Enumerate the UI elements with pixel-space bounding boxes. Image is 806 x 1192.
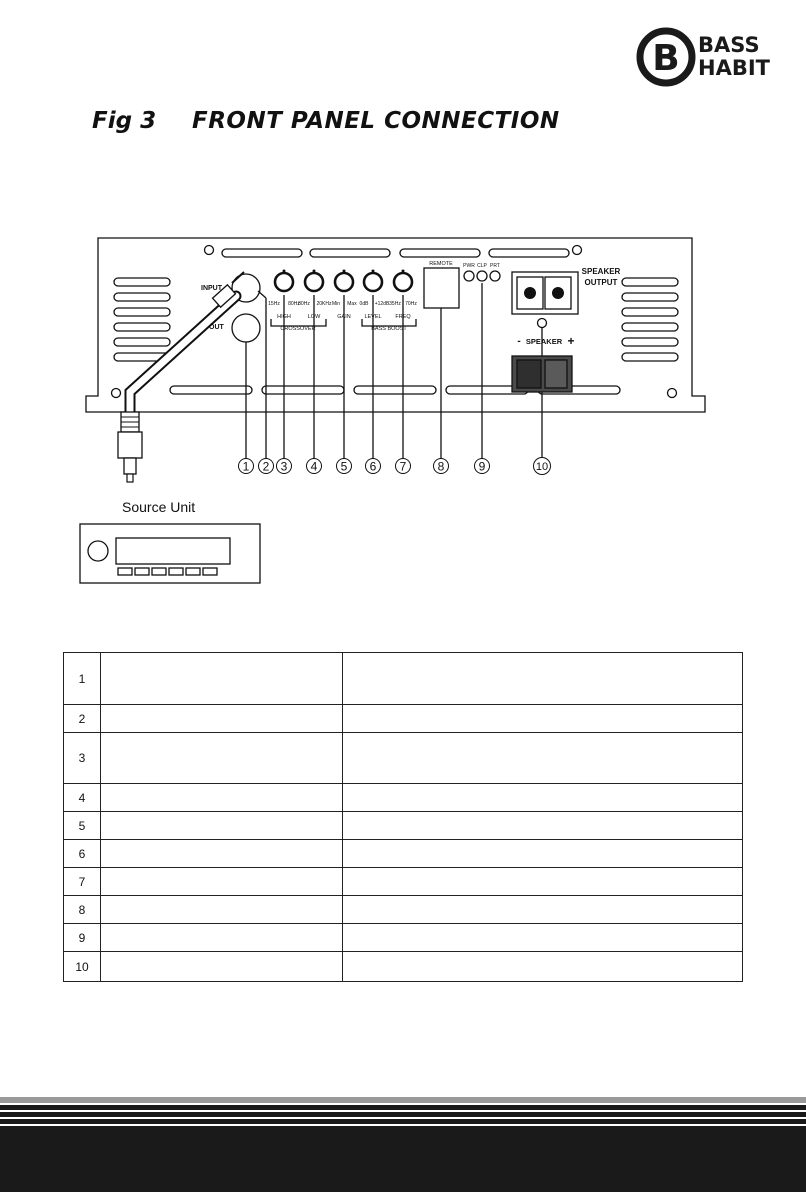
row-name — [101, 896, 343, 924]
row-name — [101, 812, 343, 840]
rca-output-jack[interactable] — [232, 314, 260, 342]
mounting-hole — [112, 389, 121, 398]
row-description — [343, 705, 743, 733]
knob-low[interactable] — [305, 270, 323, 292]
prt-led — [490, 271, 500, 281]
high-label: HIGH — [277, 314, 291, 320]
logo-line-1: BASS — [698, 33, 760, 57]
volume-knob-icon — [88, 541, 108, 561]
bass-boost-label: BASS BOOST — [371, 326, 407, 332]
mounting-hole — [573, 246, 582, 255]
low-label: LOW — [307, 314, 321, 320]
row-number: 2 — [64, 705, 101, 733]
row-number: 7 — [64, 868, 101, 896]
speaker-plus-sign: + — [567, 334, 575, 348]
low-max-label: 20KHz — [316, 301, 332, 307]
callout-6 — [366, 459, 381, 474]
callout-1 — [239, 459, 254, 474]
row-number: 8 — [64, 896, 101, 924]
table-row — [64, 705, 743, 733]
footer-stripe-band — [0, 1097, 806, 1192]
table-row — [64, 653, 743, 705]
row-number: 9 — [64, 924, 101, 952]
source-unit-label: Source Unit — [122, 499, 196, 515]
callout-9 — [475, 459, 490, 474]
vent-slot — [310, 249, 390, 257]
knob-gain[interactable] — [335, 270, 353, 292]
row-name — [101, 952, 343, 982]
table-row — [64, 784, 743, 812]
row-number: 10 — [64, 952, 101, 982]
pwr-led-label: PWR — [463, 263, 475, 269]
svg-text:1: 1 — [242, 459, 250, 474]
callout-2 — [259, 459, 274, 474]
clp-led-label: CLP — [477, 263, 487, 269]
logo-mark-letter: B — [652, 38, 680, 79]
row-description — [343, 952, 743, 982]
row-name — [101, 840, 343, 868]
table-row — [64, 868, 743, 896]
row-description — [343, 868, 743, 896]
row-name — [101, 784, 343, 812]
table-row — [64, 733, 743, 784]
svg-text:4: 4 — [310, 459, 318, 474]
svg-text:8: 8 — [437, 459, 445, 474]
gain-min-label: Min — [331, 301, 341, 307]
freq-label: FREQ — [395, 314, 411, 320]
svg-text:7: 7 — [399, 459, 407, 474]
callout-7 — [396, 459, 411, 474]
remote-label: REMOTE — [429, 261, 453, 267]
callout-4 — [307, 459, 322, 474]
row-description — [343, 840, 743, 868]
connection-table — [63, 652, 743, 982]
vent-slot — [354, 386, 436, 394]
mounting-hole — [205, 246, 214, 255]
row-description — [343, 924, 743, 952]
svg-text:3: 3 — [280, 459, 288, 474]
row-name — [101, 705, 343, 733]
rca-cable — [118, 272, 244, 482]
table-row — [64, 896, 743, 924]
terminal-screw — [552, 287, 564, 299]
speaker-output-label-1: SPEAKER — [581, 267, 621, 276]
table-row — [64, 812, 743, 840]
input-label: INPUT — [201, 285, 222, 292]
callout-5 — [337, 459, 352, 474]
svg-text:10: 10 — [535, 461, 549, 473]
logo-line-2: HABIT — [698, 56, 770, 80]
row-name — [101, 868, 343, 896]
row-name — [101, 924, 343, 952]
table-row — [64, 840, 743, 868]
callout-3 — [277, 459, 292, 474]
row-description — [343, 896, 743, 924]
mounting-hole — [668, 389, 677, 398]
gain-max-label: Max — [347, 301, 357, 307]
level-max-label: +12dB — [374, 301, 390, 307]
callout-10 — [534, 458, 551, 475]
row-description — [343, 653, 743, 705]
row-description — [343, 812, 743, 840]
row-description — [343, 784, 743, 812]
high-max-label: 80Hz — [288, 301, 300, 307]
table-row — [64, 952, 743, 982]
svg-text:9: 9 — [478, 459, 486, 474]
speaker-terminal-label: SPEAKER — [525, 337, 563, 346]
remote-port[interactable] — [424, 268, 459, 308]
row-description — [343, 733, 743, 784]
figure-label: Fig 3 — [92, 108, 157, 134]
row-number: 5 — [64, 812, 101, 840]
freq-min-label: 35Hz — [389, 301, 401, 307]
row-number: 6 — [64, 840, 101, 868]
vent-slot — [400, 249, 480, 257]
row-name — [101, 733, 343, 784]
level-min-label: 0dB — [359, 301, 369, 307]
row-number: 3 — [64, 733, 101, 784]
vent-slot — [222, 249, 302, 257]
row-name — [101, 653, 343, 705]
low-min-label: 80Hz — [298, 301, 310, 307]
row-number: 4 — [64, 784, 101, 812]
vent-slot — [170, 386, 252, 394]
svg-text:5: 5 — [340, 459, 348, 474]
table-row — [64, 924, 743, 952]
output-label: OUT — [209, 324, 224, 331]
head-unit-display — [116, 538, 230, 564]
vent-slot — [262, 386, 344, 394]
svg-text:2: 2 — [262, 459, 270, 474]
pwr-led — [464, 271, 474, 281]
high-min-label: 15Hz — [268, 301, 280, 307]
callout-8 — [434, 459, 449, 474]
knob-high[interactable] — [275, 270, 293, 292]
knob-level[interactable] — [364, 270, 382, 292]
prt-led-label: PRT — [490, 263, 500, 269]
knob-freq[interactable] — [394, 270, 412, 292]
speaker-minus-sign: - — [517, 336, 521, 347]
vent-slot — [489, 249, 569, 257]
gain-label: GAIN — [337, 314, 351, 320]
clp-led — [477, 271, 487, 281]
crossover-label: CROSSOVER — [280, 326, 316, 332]
level-label: LEVEL — [364, 314, 382, 320]
source-unit-head-unit — [80, 524, 260, 583]
figure-title: FRONT PANEL CONNECTION — [192, 108, 560, 134]
speaker-output-label-2: OUTPUT — [584, 278, 618, 287]
freq-max-label: 70Hz — [405, 301, 417, 307]
row-number: 1 — [64, 653, 101, 705]
terminal-screw — [524, 287, 536, 299]
svg-text:6: 6 — [369, 459, 377, 474]
